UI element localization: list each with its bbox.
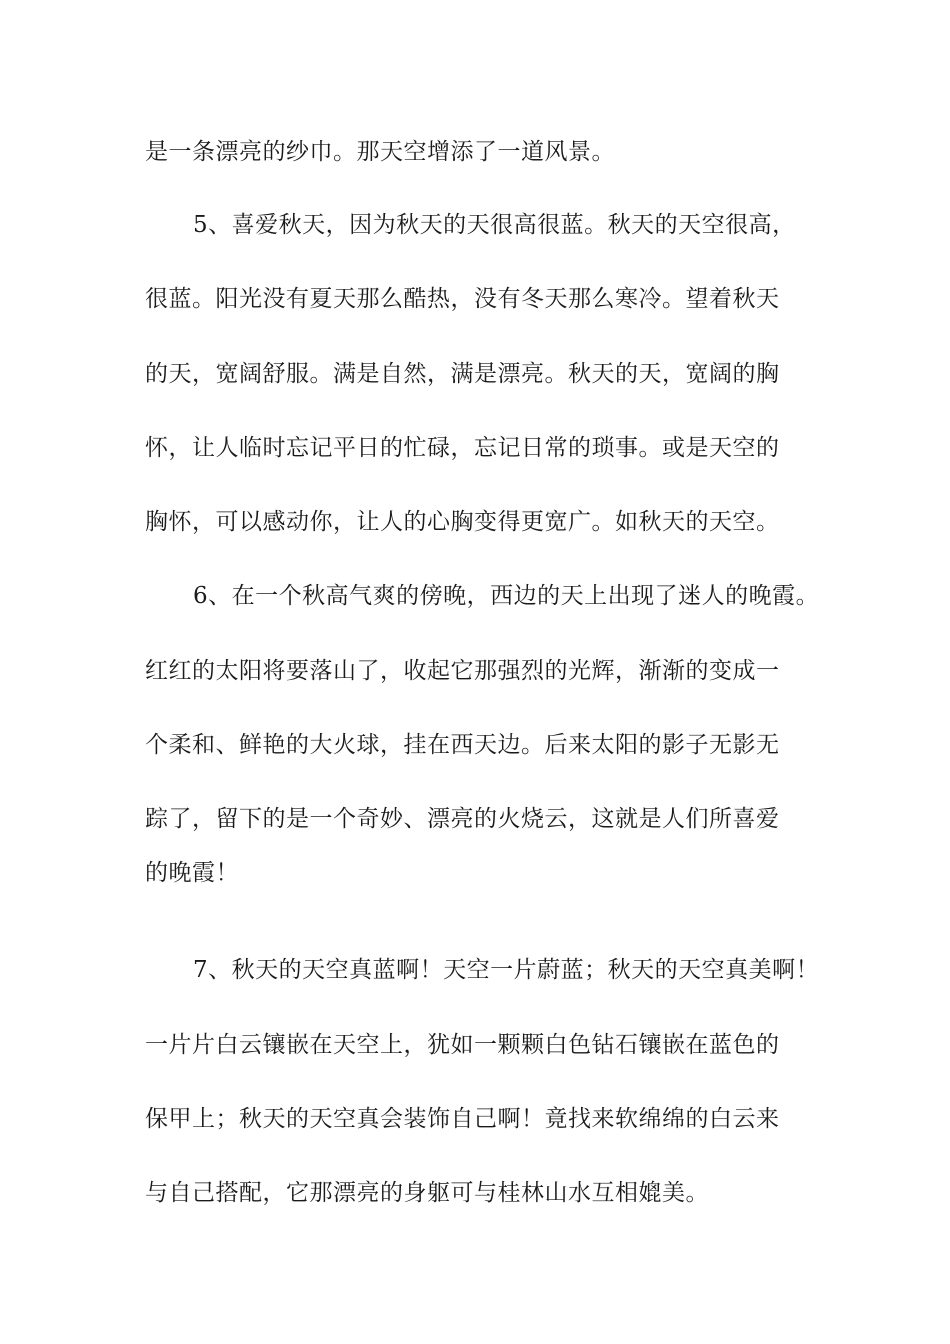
text-line-1: 是一条漂亮的纱巾。那天空增添了一道风景。 <box>145 139 615 165</box>
paragraph-6-line-5: 的晚霞！ <box>145 860 239 886</box>
paragraph-7-line-2: 一片片白云镶嵌在天空上，犹如一颗颗白色钻石镶嵌在蓝色的 <box>145 1032 780 1058</box>
paragraph-6-line-3: 个柔和、鲜艳的大火球，挂在西天边。后来太阳的影子无影无 <box>145 732 780 758</box>
paragraph-7-line-1: 7、秋天的天空真蓝啊！天空一片蔚蓝；秋天的天空真美啊！ <box>193 957 820 983</box>
paragraph-5-line-1: 5、喜爱秋天，因为秋天的天很高很蓝。秋天的天空很高， <box>193 212 796 238</box>
paragraph-5-line-5: 胸怀，可以感动你，让人的心胸变得更宽广。如秋天的天空。 <box>145 509 780 535</box>
paragraph-6-line-1: 6、在一个秋高气爽的傍晚，西边的天上出现了迷人的晚霞。 <box>193 583 820 609</box>
paragraph-5-line-2: 很蓝。阳光没有夏天那么酷热，没有冬天那么寒冷。望着秋天 <box>145 286 780 312</box>
paragraph-5-line-4: 怀，让人临时忘记平日的忙碌，忘记日常的琐事。或是天空的 <box>145 435 780 461</box>
paragraph-7-line-4: 与自己搭配，它那漂亮的身躯可与桂林山水互相媲美。 <box>145 1180 709 1206</box>
paragraph-6-line-4: 踪了，留下的是一个奇妙、漂亮的火烧云，这就是人们所喜爱 <box>145 806 780 832</box>
paragraph-7-line-3: 保甲上；秋天的天空真会装饰自己啊！竟找来软绵绵的白云来 <box>145 1106 780 1132</box>
paragraph-5-line-3: 的天，宽阔舒服。满是自然，满是漂亮。秋天的天，宽阔的胸 <box>145 361 780 387</box>
paragraph-6-line-2: 红红的太阳将要落山了，收起它那强烈的光辉，渐渐的变成一 <box>145 658 780 684</box>
